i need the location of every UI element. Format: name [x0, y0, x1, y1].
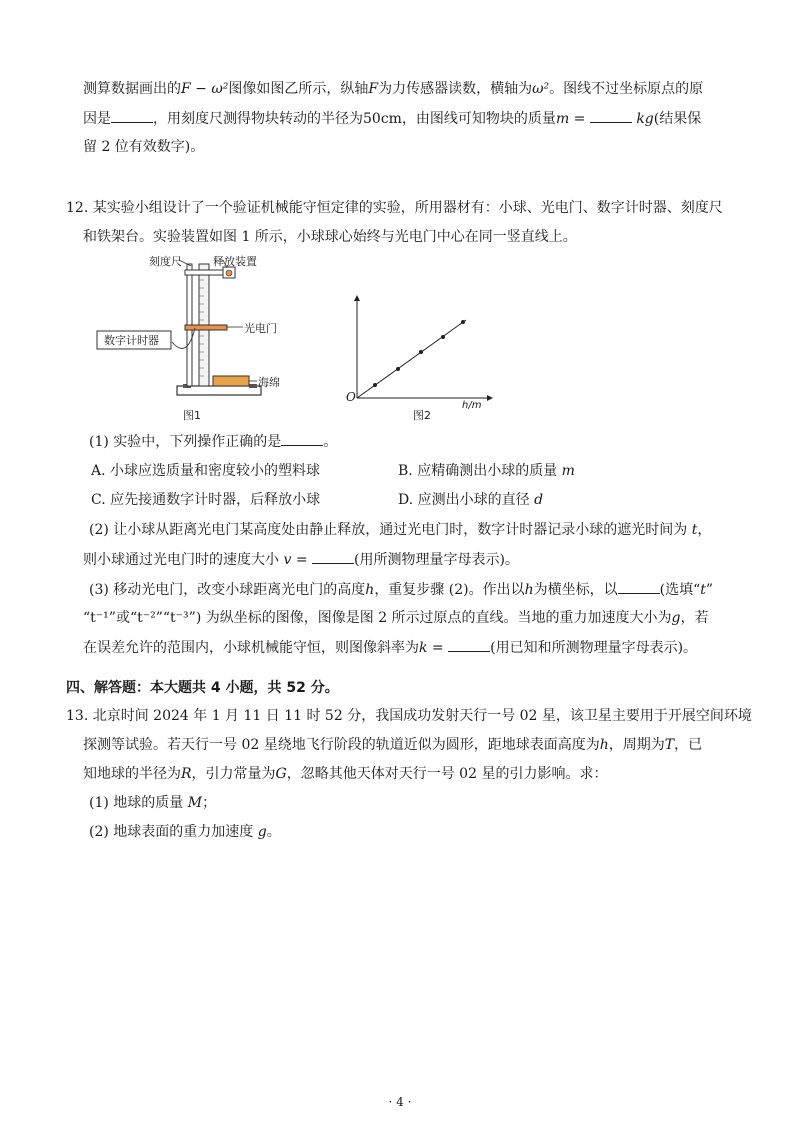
text: ，引力常量为 — [191, 766, 276, 782]
text: (2) 让小球从距离光电门某高度处由静止释放，通过光电门时，数字计时器记录小球的遮光时间为 — [89, 522, 692, 538]
text: 为力传感器读数，横轴为 — [378, 81, 533, 97]
text: (结果保 — [653, 111, 702, 127]
data-point — [461, 320, 465, 324]
text: ” — [705, 582, 714, 598]
data-point — [373, 383, 377, 387]
text: ， — [697, 522, 712, 538]
page-number: · 4 · — [388, 1095, 412, 1109]
sponge — [213, 376, 249, 386]
label-photogate: 光电门 — [244, 322, 277, 335]
text: 和铁架台。实验装置如图 1 所示，小球球心始终与光电门中心在同一竖直线上。 — [83, 229, 577, 245]
release-arm — [185, 270, 223, 275]
q12-intro-2 — [83, 227, 577, 247]
var-g: g — [671, 610, 681, 626]
var-m: m — [561, 463, 575, 479]
text: (3) 移动光电门，改变小球距离光电门的高度 — [89, 582, 366, 598]
q13-line-2 — [83, 735, 702, 755]
text: (2) 地球表面的重力加速度 — [89, 824, 258, 840]
var-d: d — [534, 492, 544, 508]
var-R: R — [181, 766, 192, 782]
graph-x-label: h/m — [462, 400, 482, 411]
label-digital-timer: 数字计时器 — [104, 334, 159, 347]
figure-2-caption: 图2 — [413, 409, 431, 422]
text: ； — [202, 795, 217, 811]
var-omega2: ω² — [532, 81, 550, 97]
q13-line-1 — [66, 706, 752, 726]
text: 。 — [266, 824, 281, 840]
text: ，用刻度尺测得物块转动的半径为50cm，由图线可知物块的质量 — [153, 111, 556, 127]
photogate — [185, 325, 227, 330]
answer-blank[interactable] — [448, 637, 490, 652]
text: 13. 北京时间 2024 年 1 月 11 日 11 时 52 分，我国成功发射天行一号 02 星，该卫星主要用于开展空间环境 — [66, 708, 752, 724]
var-t: t — [691, 522, 698, 538]
text: 知地球的半径为 — [83, 766, 181, 782]
text: 留 2 位有效数字)。 — [83, 139, 205, 155]
text: (用所测物理量字母表示)。 — [354, 552, 519, 568]
option-d[interactable] — [398, 490, 543, 510]
text: 。图线不过坐标原点的原 — [549, 81, 704, 97]
q12-part-3-line-3 — [83, 637, 697, 658]
text: “t⁻¹”或“t⁻²”“t⁻³”) 为纵坐标的图像，图像是图 2 所示过原点的直线。当地的重力加速度大小为 — [83, 610, 672, 626]
q12-part-2-line-2 — [83, 549, 519, 570]
graph-origin: O — [346, 390, 356, 404]
text: (1) 地球的质量 — [89, 795, 188, 811]
figure-2-graph — [340, 290, 500, 415]
var-f: F — [368, 81, 379, 97]
answer-blank[interactable] — [281, 431, 323, 446]
var-h: h — [599, 737, 609, 753]
text: ，若 — [680, 610, 709, 626]
q12-intro-1 — [66, 198, 723, 218]
data-point — [419, 350, 423, 354]
text: D. 应测出小球的直径 — [398, 492, 535, 508]
text: 在误差允许的范围内，小球机械能守恒，则图像斜率为 — [83, 640, 419, 656]
var-T: T — [664, 737, 675, 753]
label-sponge: 海绵 — [258, 376, 280, 389]
text: ，周期为 — [608, 737, 665, 753]
formula-f-omega: F − ω² — [181, 81, 229, 97]
q12-part-1 — [89, 431, 337, 452]
text: 探测等试验。若天行一号 02 星绕地飞行阶段的轨道近似为圆形，距地球表面高度为 — [83, 737, 600, 753]
text: (1) 实验中，下列操作正确的是 — [89, 434, 282, 450]
q11-line-3 — [83, 137, 204, 157]
text: (用已知和所测物理量字母表示)。 — [490, 640, 698, 656]
var-M: M — [187, 795, 203, 811]
q11-line-1 — [83, 79, 703, 99]
text: 。 — [323, 434, 338, 450]
answer-blank[interactable] — [618, 579, 660, 594]
ball — [226, 270, 232, 276]
q11-line-2 — [83, 108, 701, 129]
q13-part-1 — [89, 793, 216, 813]
figure-1-caption: 图1 — [183, 409, 201, 422]
var-G: G — [275, 766, 287, 782]
text: 因是 — [83, 111, 111, 127]
label-ruler: 刻度尺 — [149, 255, 182, 268]
fit-line — [357, 320, 466, 398]
text: 测算数据画出的 — [83, 81, 181, 97]
text: 12. 某实验小组设计了一个验证机械能守恒定律的实验，所用器材有：小球、光电门、数字计时器、刻度尺 — [66, 200, 723, 216]
var-t: t — [700, 582, 706, 598]
var-v: v = — [283, 552, 308, 568]
data-point — [396, 367, 400, 371]
answer-blank[interactable] — [312, 549, 354, 564]
text: ，已 — [674, 737, 703, 753]
text: ，忽略其他天体对天行一号 02 星的引力影响。求： — [286, 766, 608, 782]
stand-foot — [249, 384, 257, 388]
q12-part-3-line-1 — [89, 579, 713, 600]
q12-part-2-line-1 — [89, 520, 711, 540]
var-h: h — [524, 582, 534, 598]
q12-part-3-line-2 — [83, 608, 709, 628]
option-a[interactable]: A. 小球应选质量和密度较小的塑料球 — [91, 463, 321, 479]
option-c[interactable]: C. 应先接通数字计时器，后释放小球 — [91, 492, 321, 508]
text: 图像如图乙所示，纵轴 — [228, 81, 369, 97]
var-g: g — [257, 824, 267, 840]
unit-kg: kg — [636, 111, 654, 127]
text: ，重复步骤 (2)。作出以 — [374, 582, 525, 598]
q13-part-2 — [89, 822, 281, 842]
q13-line-3 — [83, 764, 607, 784]
section-4-heading: 四、解答题：本大题共 4 小题，共 52 分。 — [66, 680, 339, 696]
text: (选填“ — [659, 582, 701, 598]
answer-blank[interactable] — [111, 108, 153, 123]
label-release-device: 释放装置 — [213, 255, 257, 268]
option-b[interactable] — [398, 461, 575, 481]
text: B. 应精确测出小球的质量 — [398, 463, 562, 479]
var-k: k = — [419, 640, 444, 656]
var-h: h — [365, 582, 375, 598]
var-m: m = — [555, 111, 586, 127]
text: 为横坐标，以 — [533, 582, 618, 598]
text: 则小球通过光电门时的速度大小 — [83, 552, 284, 568]
answer-blank[interactable] — [590, 108, 632, 123]
data-point — [441, 335, 445, 339]
